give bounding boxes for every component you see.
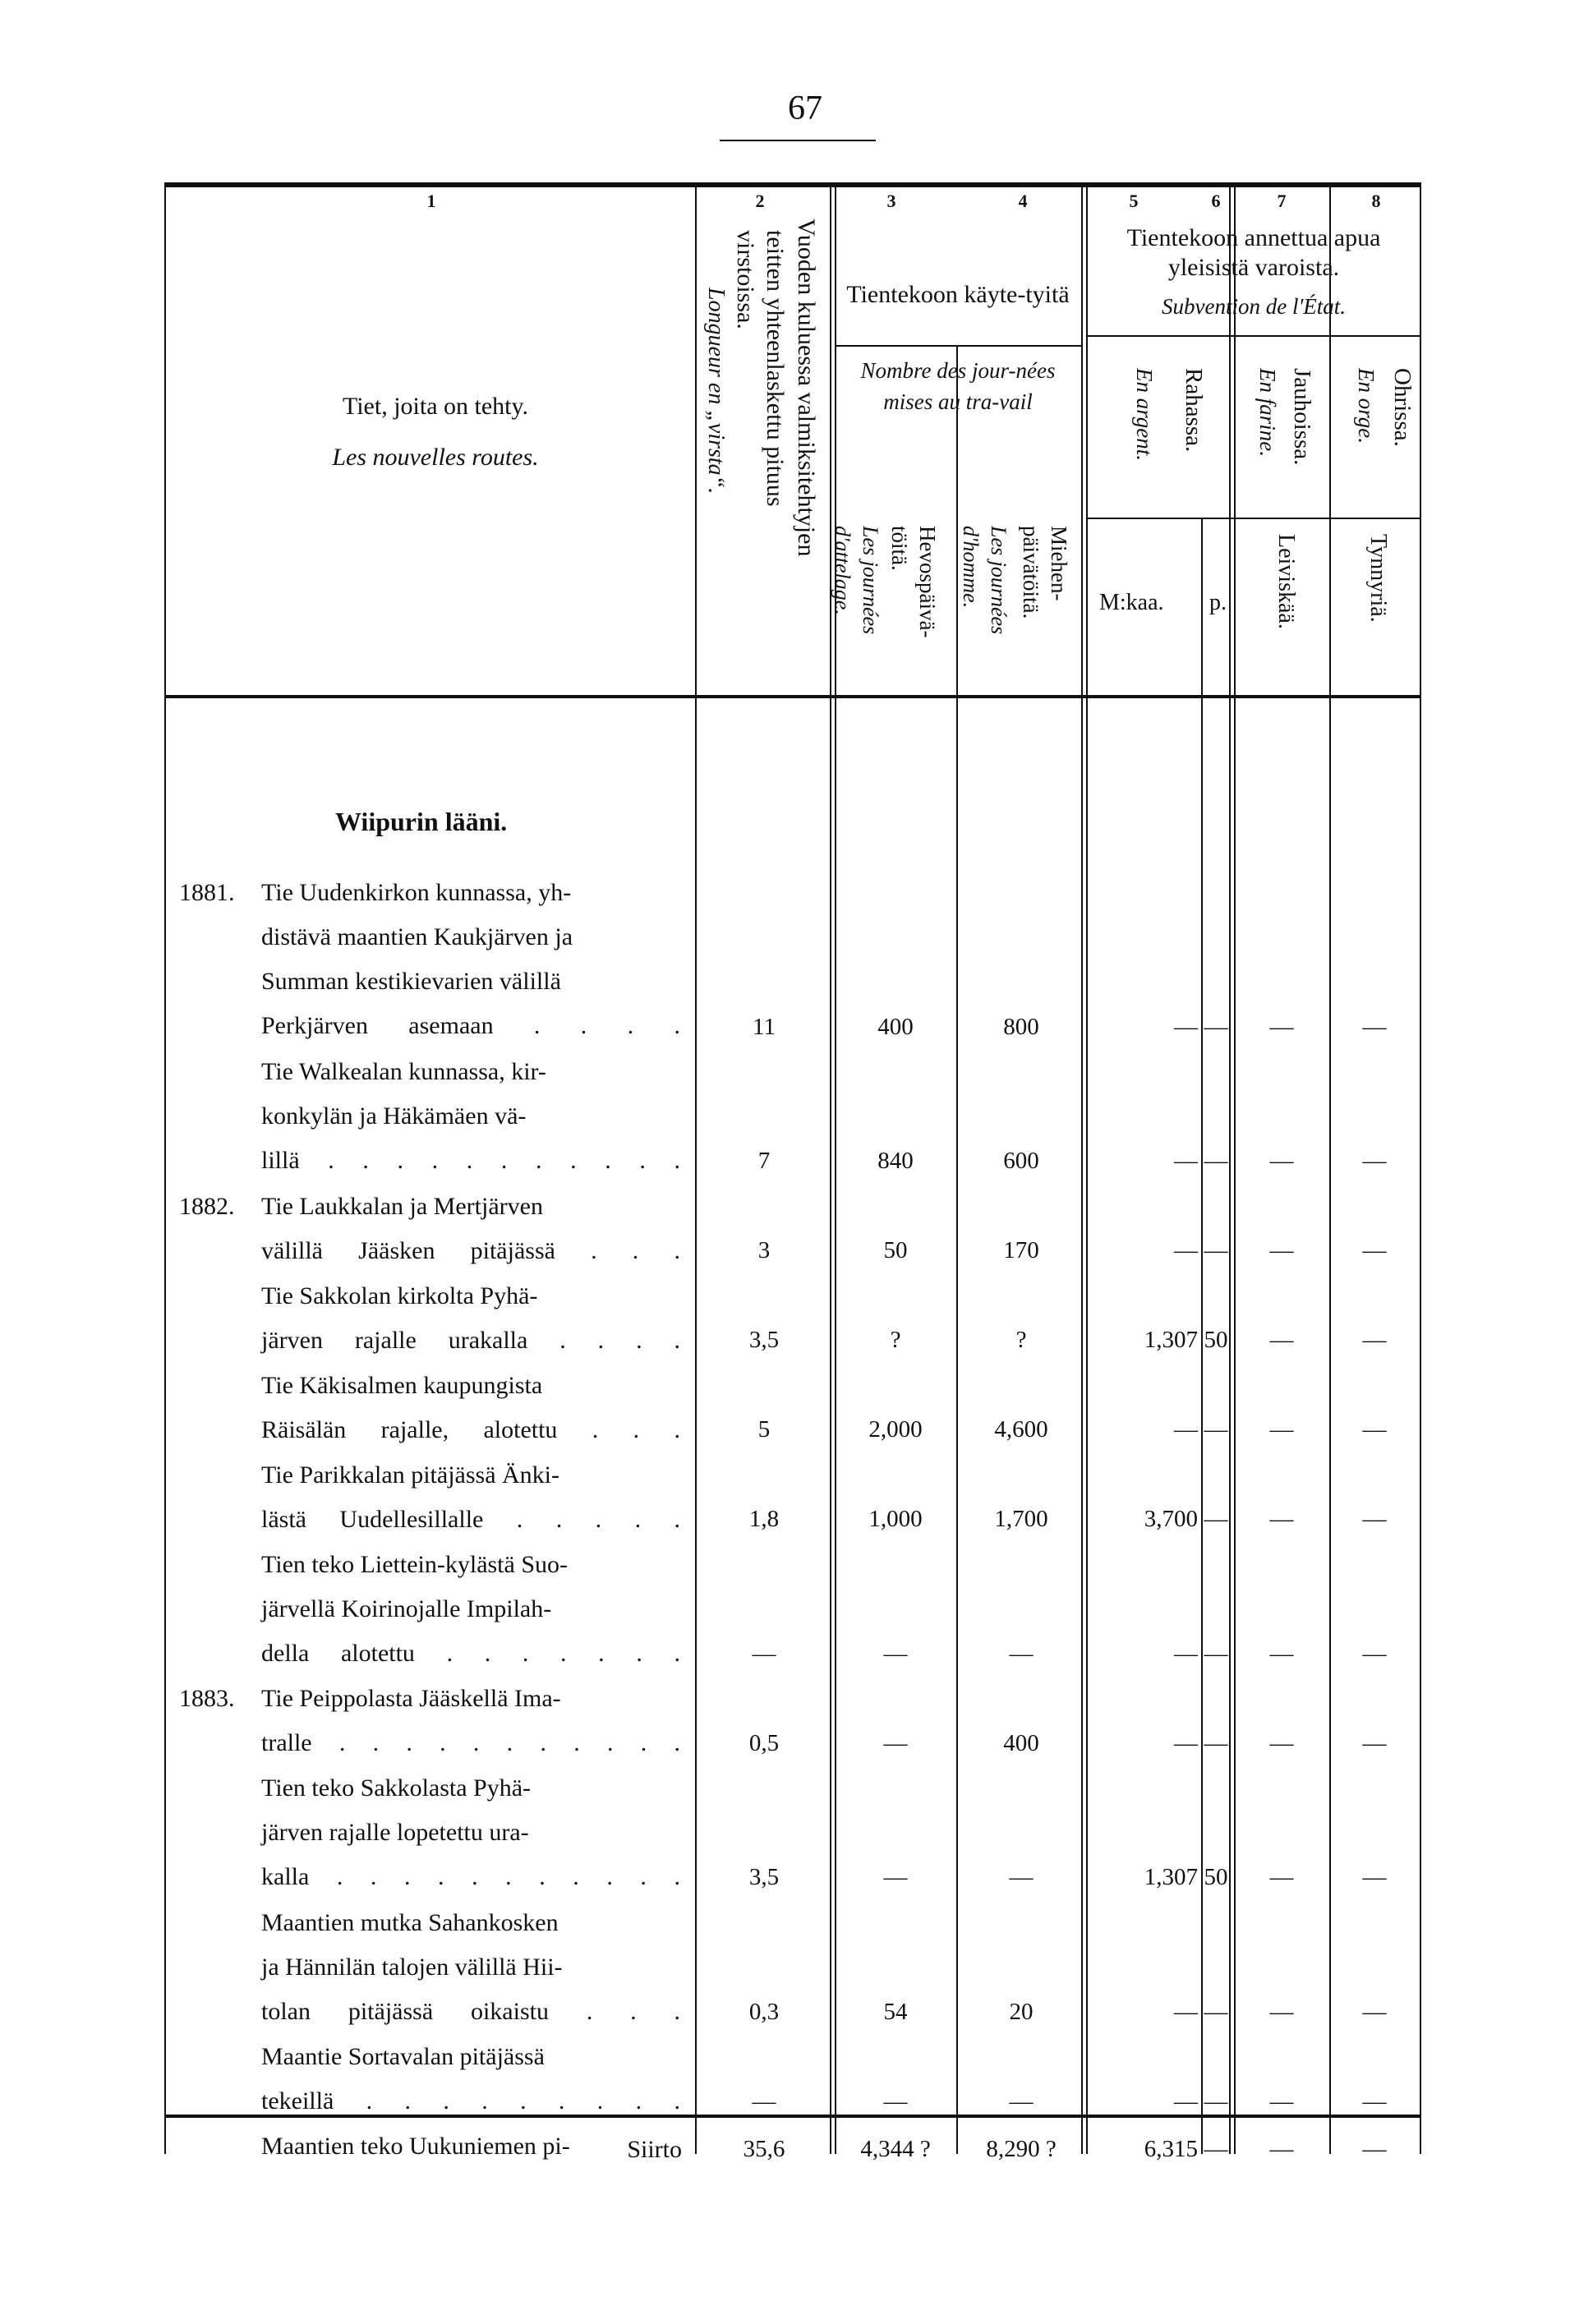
- row-horse-days: —: [883, 1864, 908, 1890]
- header-col34-sub-rule: [835, 345, 1081, 347]
- col-number-8: 8: [1371, 191, 1381, 211]
- row-description-line: Tie Walkealan kunnassa, kir-: [261, 1058, 546, 1085]
- row-length: 3,5: [748, 1864, 780, 1890]
- row-money-p: —: [1204, 1013, 1228, 1040]
- total-length: 35,6: [743, 2136, 785, 2162]
- row-man-days: —: [1009, 2087, 1034, 2115]
- row-barley: —: [1362, 1506, 1387, 1532]
- row-description-line: kalla . . . . . . . . . . .: [261, 1863, 680, 1890]
- col58-title-fr: Subvention de l'État.: [1162, 294, 1346, 319]
- col-sep-1: [164, 182, 166, 2154]
- col-number-1: 1: [426, 191, 436, 211]
- row-description-line: tekeillä . . . . . . . . .: [261, 2087, 680, 2115]
- row-money-p: —: [1204, 1148, 1228, 1174]
- row-man-days: ?: [1015, 1327, 1027, 1353]
- col-sep-7a: [1229, 182, 1231, 2154]
- col-number-6: 6: [1211, 191, 1221, 211]
- row-money-mk: —: [1174, 1998, 1198, 2025]
- row-money-mk: —: [1174, 1013, 1198, 1040]
- header-units-rule: [1086, 518, 1420, 519]
- row-description-line: Tien teko Liettein-kylästä Suo-: [261, 1550, 569, 1578]
- row-description-line: distävä maantien Kaukjärven ja: [261, 923, 573, 950]
- row-man-days: 4,600: [994, 1416, 1048, 1443]
- row-barley: —: [1362, 1729, 1387, 1756]
- row-description-line: välillä Jääsken pitäjässä . . .: [261, 1236, 680, 1264]
- row-man-days: 20: [1009, 1998, 1034, 2025]
- row-flour: —: [1269, 1640, 1294, 1667]
- row-description-line: Maantien mutka Sahankosken: [261, 1908, 559, 1936]
- col34-title-fi: Tientekoon käyte-tyitä: [846, 281, 1070, 308]
- row-description-line: tolan pitäjässä oikaistu . . .: [261, 1997, 680, 2025]
- col2-title-fr: Longueur en „virsta“.: [703, 288, 729, 495]
- row-description-line: Tie Uudenkirkon kunnassa, yh-: [261, 879, 572, 906]
- col4-title-fi: Miehen-päivätöitä.: [1019, 526, 1071, 619]
- table-row: [261, 1543, 680, 1676]
- row-length: 0,5: [748, 1729, 780, 1756]
- row-man-days: 1,700: [994, 1506, 1048, 1532]
- row-horse-days: 2,000: [868, 1416, 923, 1443]
- row-man-days: 600: [1003, 1148, 1039, 1174]
- row-description-line: Perkjärven asemaan . . . .: [261, 1012, 680, 1039]
- col2-title-line2: teitten yhteenlaskettu pituus: [762, 230, 789, 507]
- col-sep-right: [1420, 182, 1421, 2154]
- row-flour: —: [1269, 1416, 1294, 1443]
- row-barley: —: [1362, 1416, 1387, 1443]
- row-year: 1883.: [179, 1685, 235, 1712]
- row-description-line: Tien teko Sakkolasta Pyhä-: [261, 1774, 532, 1802]
- col-number-2: 2: [755, 191, 765, 211]
- row-description-line: Summan kestikievarien välillä: [261, 968, 561, 995]
- table-row: [261, 1766, 680, 1899]
- row-man-days: —: [1009, 1864, 1034, 1890]
- col5-unit: M:kaa.: [1099, 590, 1164, 615]
- row-length: 3,5: [748, 1327, 780, 1353]
- table-row: [261, 1274, 680, 1363]
- table-top-rule: [164, 182, 1421, 187]
- row-money-mk: 1,307: [1144, 1864, 1198, 1890]
- row-horse-days: 1,000: [868, 1506, 923, 1532]
- row-description-line: Tie Peippolasta Jääskellä Ima-: [261, 1685, 561, 1712]
- row-money-p: 50: [1204, 1864, 1228, 1890]
- row-horse-days: 54: [883, 1998, 908, 2025]
- col-number-5: 5: [1129, 191, 1139, 211]
- row-description-line: Maantien teko Uukuniemen pi-: [261, 2133, 570, 2160]
- table-row: [261, 1364, 680, 1452]
- table-row: [179, 871, 680, 1048]
- row-flour: —: [1269, 1327, 1294, 1353]
- row-horse-days: —: [883, 1729, 908, 1756]
- row-year: 1881.: [179, 879, 235, 906]
- row-money-mk: 1,307: [1144, 1327, 1198, 1353]
- col-sep-4: [956, 518, 958, 2154]
- row-barley: —: [1362, 1148, 1387, 1174]
- row-flour: —: [1269, 1506, 1294, 1532]
- col8-unit: Tynnyriä.: [1365, 534, 1391, 623]
- row-horse-days: —: [883, 2087, 908, 2115]
- total-man-days: 8,290 ?: [986, 2136, 1057, 2162]
- total-flour: —: [1269, 2136, 1294, 2162]
- row-horse-days: 400: [877, 1013, 914, 1040]
- row-flour: —: [1269, 2087, 1294, 2115]
- row-length: —: [752, 1640, 776, 1667]
- row-description-line: lillä . . . . . . . . . . .: [261, 1147, 680, 1174]
- row-description-line: della alotettu . . . . . . .: [261, 1639, 680, 1667]
- row-length: —: [752, 2087, 776, 2115]
- row-length: 5: [757, 1416, 771, 1443]
- row-flour: —: [1269, 1013, 1294, 1040]
- row-barley: —: [1362, 1013, 1387, 1040]
- row-length: 0,3: [748, 1998, 780, 2025]
- row-description-line: ja Hännilän talojen välillä Hii-: [261, 1953, 563, 1981]
- row-barley: —: [1362, 1640, 1387, 1667]
- col58-title-fi: Tientekoon annettua apua yleisistä varoista.: [1126, 224, 1381, 281]
- col2-title-line3: virstoissa.: [732, 230, 759, 329]
- row-length: 11: [753, 1013, 776, 1040]
- row-description-line: Maantie Sortavalan pitäjässä: [261, 2043, 545, 2070]
- row-money-mk: 3,700: [1144, 1506, 1198, 1532]
- row-description-line: Tie Parikkalan pitäjässä Änki-: [261, 1461, 560, 1489]
- row-description-line: järven rajalle urakalla . . . .: [261, 1326, 680, 1354]
- table-row: [179, 1677, 680, 1765]
- col-sep-5b: [1086, 182, 1088, 2154]
- row-description-line: konkylän ja Häkämäen vä-: [261, 1102, 527, 1130]
- row-man-days: 400: [1003, 1729, 1039, 1756]
- col56-title-fr: En argent.: [1132, 368, 1157, 461]
- row-man-days: 170: [1003, 1237, 1039, 1263]
- table-row: [179, 1185, 680, 1273]
- row-money-p: —: [1204, 1416, 1228, 1443]
- col-number-7: 7: [1277, 191, 1287, 211]
- row-horse-days: 840: [877, 1148, 914, 1174]
- row-flour: —: [1269, 1998, 1294, 2025]
- table-row: [261, 1453, 680, 1542]
- row-money-p: —: [1204, 1998, 1228, 2025]
- page-number-rule: [720, 140, 876, 141]
- table-row: [261, 1050, 680, 1183]
- table-row: [261, 1901, 680, 2034]
- col1-title-fr: Les nouvelles routes.: [332, 444, 539, 471]
- col7-title-fr: En farine.: [1255, 368, 1280, 457]
- row-horse-days: ?: [890, 1327, 901, 1353]
- row-flour: —: [1269, 1729, 1294, 1756]
- row-flour: —: [1269, 1864, 1294, 1890]
- row-length: 1,8: [748, 1506, 780, 1532]
- col7-title-fi: Jauhoissa.: [1289, 368, 1315, 466]
- row-description-line: Tie Laukkalan ja Mertjärven: [261, 1192, 543, 1220]
- total-horse-days: 4,344 ?: [860, 2136, 931, 2162]
- col8-title-fr: En orge.: [1354, 368, 1379, 444]
- row-money-p: —: [1204, 1640, 1228, 1667]
- row-length: 3: [757, 1237, 771, 1263]
- row-money-mk: —: [1174, 1148, 1198, 1174]
- col3-title-fr: Les journées d'attelage.: [831, 526, 882, 635]
- row-description-line: Tie Sakkolan kirkolta Pyhä-: [261, 1282, 538, 1309]
- row-length: 7: [757, 1148, 771, 1174]
- section-title: Wiipurin lääni.: [335, 807, 508, 836]
- col34-title-fr: Nombre des jour-nées mises au tra-vail: [860, 358, 1056, 414]
- row-description-line: Räisälän rajalle, alotettu . . .: [261, 1415, 680, 1443]
- row-money-p: —: [1204, 1237, 1228, 1263]
- row-barley: —: [1362, 2087, 1387, 2115]
- col2-title-line1: Vuoden kuluessa valmiksitehtyjen: [793, 219, 820, 557]
- row-description-line: tralle . . . . . . . . . . .: [261, 1729, 680, 1756]
- row-barley: —: [1362, 1237, 1387, 1263]
- row-horse-days: —: [883, 1640, 908, 1667]
- total-money-p: —: [1204, 2136, 1228, 2162]
- header-col58-sub-rule: [1086, 335, 1420, 337]
- col4-title-fr: Les journées d'homme.: [959, 526, 1011, 635]
- header-bottom-rule: [164, 695, 1421, 698]
- row-description-line: lästä Uudellesillalle . . . . .: [261, 1505, 680, 1533]
- row-money-mk: —: [1174, 1729, 1198, 1756]
- col6-unit: p.: [1209, 590, 1227, 615]
- col1-title-fi: Tiet, joita on tehty.: [342, 393, 529, 420]
- row-man-days: —: [1009, 1640, 1034, 1667]
- col-number-4: 4: [1018, 191, 1028, 211]
- total-money-mk: 6,315: [1144, 2136, 1198, 2162]
- col-number-3: 3: [886, 191, 896, 211]
- row-description-line: järvellä Koirinojalle Impilah-: [261, 1595, 552, 1622]
- table-row: [261, 2035, 680, 2124]
- row-money-mk: —: [1174, 1416, 1198, 1443]
- row-barley: —: [1362, 1864, 1387, 1890]
- total-label: Siirto: [627, 2136, 682, 2163]
- row-description-line: järven rajalle lopetettu ura-: [261, 1819, 529, 1846]
- row-money-mk: —: [1174, 2087, 1198, 2115]
- row-flour: —: [1269, 1148, 1294, 1174]
- row-money-p: —: [1204, 1506, 1228, 1532]
- col-sep-3b: [835, 182, 836, 2154]
- row-money-p: —: [1204, 2087, 1228, 2115]
- col56-title-fi: Rahassa.: [1181, 368, 1207, 453]
- col-sep-2: [695, 182, 697, 2154]
- row-money-mk: —: [1174, 1237, 1198, 1263]
- row-year: 1882.: [179, 1192, 235, 1220]
- col7-unit: Leiviskää.: [1273, 534, 1299, 629]
- page-number: 67: [788, 90, 822, 127]
- col-sep-3a: [830, 182, 831, 2154]
- row-barley: —: [1362, 1327, 1387, 1353]
- row-man-days: 800: [1003, 1013, 1039, 1040]
- col-sep-5a: [1081, 182, 1083, 2154]
- row-horse-days: 50: [883, 1237, 908, 1263]
- row-flour: —: [1269, 1237, 1294, 1263]
- total-barley: —: [1362, 2136, 1387, 2162]
- col8-title-fi: Ohrissa.: [1389, 368, 1416, 447]
- row-barley: —: [1362, 1998, 1387, 2025]
- row-description-line: Tie Käkisalmen kaupungista: [261, 1371, 543, 1399]
- row-money-p: 50: [1204, 1327, 1228, 1353]
- row-money-p: —: [1204, 1729, 1228, 1756]
- row-money-mk: —: [1174, 1640, 1198, 1667]
- col3-title-fi: Hevospäivä-töitä.: [887, 526, 940, 638]
